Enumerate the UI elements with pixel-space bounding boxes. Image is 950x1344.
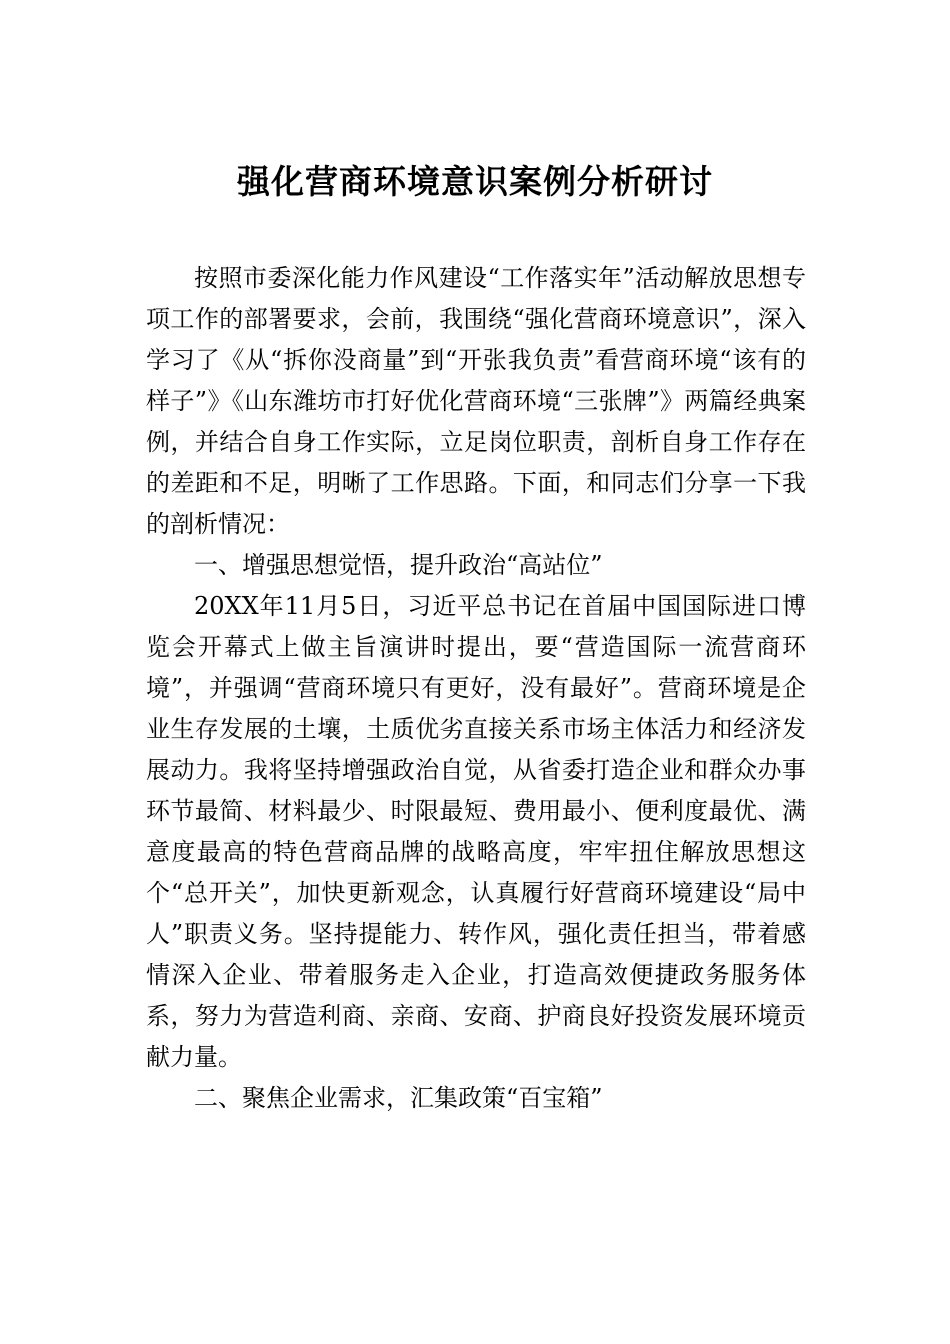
section-heading-2: 二、聚焦企业需求，汇集政策“百宝箱” (194, 1084, 603, 1112)
intro-paragraph: 按照市委深化能力作风建设“工作落实年”活动解放思想专项工作的部署要求，会前，我围绕“强化营商环境意识”，深入学习了《从“拆你没商量”到“开张我负责”看营商环境“该有的样子”》《山东潍坊市打好优化营商环境“三张牌”》两篇经典案例，并结合自身工作实际，立足岗位职责，剖析自身工作存在的差距和不足，明晰了工作思路。下面，和同志们分享一下我的剖析情况： (146, 264, 806, 538)
section-1-paragraph: 20XX年11月5日，习近平总书记在首届中国国际进口博览会开幕式上做主旨演讲时提出，要“营造国际一流营商环境”，并强调“营商环境只有更好，没有最好”。营商环境是企业生存发展的土壤，土质优劣直接关系市场主体活力和经济发展动力。我将坚持增强政治自觉，从省委打造企业和群众办事环节最简、材料最少、时限最短、费用最小、便利度最优、满意度最高的特色营商品牌的战略高度，牢牢扭住解放思想这个“总开关”，加快更新观念，认真履行好营商环境建设“局中人”职责义务。坚持提能力、转作风，强化责任担当，带着感情深入企业、带着服务走入企业，打造高效便捷政务服务体系，努力为营造利商、亲商、安商、护商良好投资发展环境贡献力量。 (146, 592, 806, 1071)
document-body (146, 258, 806, 1119)
section-heading-1: 一、增强思想觉悟，提升政治“高站位” (194, 551, 603, 579)
document-title: 强化营商环境意识案例分析研讨 (237, 162, 713, 201)
